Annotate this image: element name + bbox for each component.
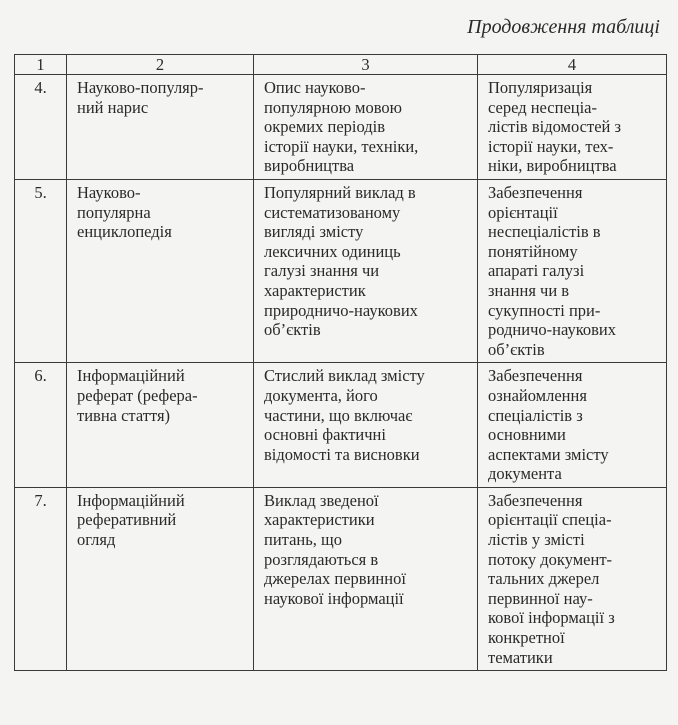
row-number: 6. bbox=[15, 363, 67, 488]
column-number-4: 4 bbox=[478, 55, 667, 75]
content-cell: Популярний виклад в систематизованому вигляді змісту лексичних одиниць галузі знання чи характеристик природничо-наукових об’єктів bbox=[254, 179, 478, 362]
document-type-cell: Науково- популярна енциклопедія bbox=[67, 179, 254, 362]
row-number: 4. bbox=[15, 75, 67, 180]
table-row bbox=[15, 179, 667, 362]
column-number-2: 2 bbox=[67, 55, 254, 75]
purpose-cell: Забезпечення орієнтації неспеціалістів в понятійному апараті галузі знання чи в сукупності при- родничо-наукових об’єктів bbox=[478, 179, 667, 362]
document-type-cell: Інформаційний реферативний огляд bbox=[67, 487, 254, 670]
header-row bbox=[15, 55, 667, 75]
purpose-cell: Забезпечення орієнтації спеціа- лістів у змісті потоку документ- тальних джерел первинної нау- кової інформації з конкретної тематики bbox=[478, 487, 667, 670]
column-number-3: 3 bbox=[254, 55, 478, 75]
purpose-cell: Забезпечення ознайомлення спеціалістів з основними аспектами змісту документа bbox=[478, 363, 667, 488]
document-types-table bbox=[14, 54, 667, 671]
table-row bbox=[15, 363, 667, 488]
table-row bbox=[15, 487, 667, 670]
document-type-cell: Науково-популяр- ний нарис bbox=[67, 75, 254, 180]
table-row bbox=[15, 75, 667, 180]
column-number-1: 1 bbox=[15, 55, 67, 75]
content-cell: Опис науково- популярною мовою окремих періодів історії науки, техніки, виробництва bbox=[254, 75, 478, 180]
table-continuation-caption: Продовження таблиці bbox=[467, 16, 660, 38]
row-number: 7. bbox=[15, 487, 67, 670]
document-type-cell: Інформаційний реферат (рефера- тивна стаття) bbox=[67, 363, 254, 488]
row-number: 5. bbox=[15, 179, 67, 362]
content-cell: Виклад зведеної характеристики питань, що розглядаються в джерелах первинної наукової інформації bbox=[254, 487, 478, 670]
purpose-cell: Популяризація серед неспеціа- лістів відомостей з історії науки, тех- ніки, виробництва bbox=[478, 75, 667, 180]
content-cell: Стислий виклад змісту документа, його частини, що включає основні фактичні відомості та висновки bbox=[254, 363, 478, 488]
